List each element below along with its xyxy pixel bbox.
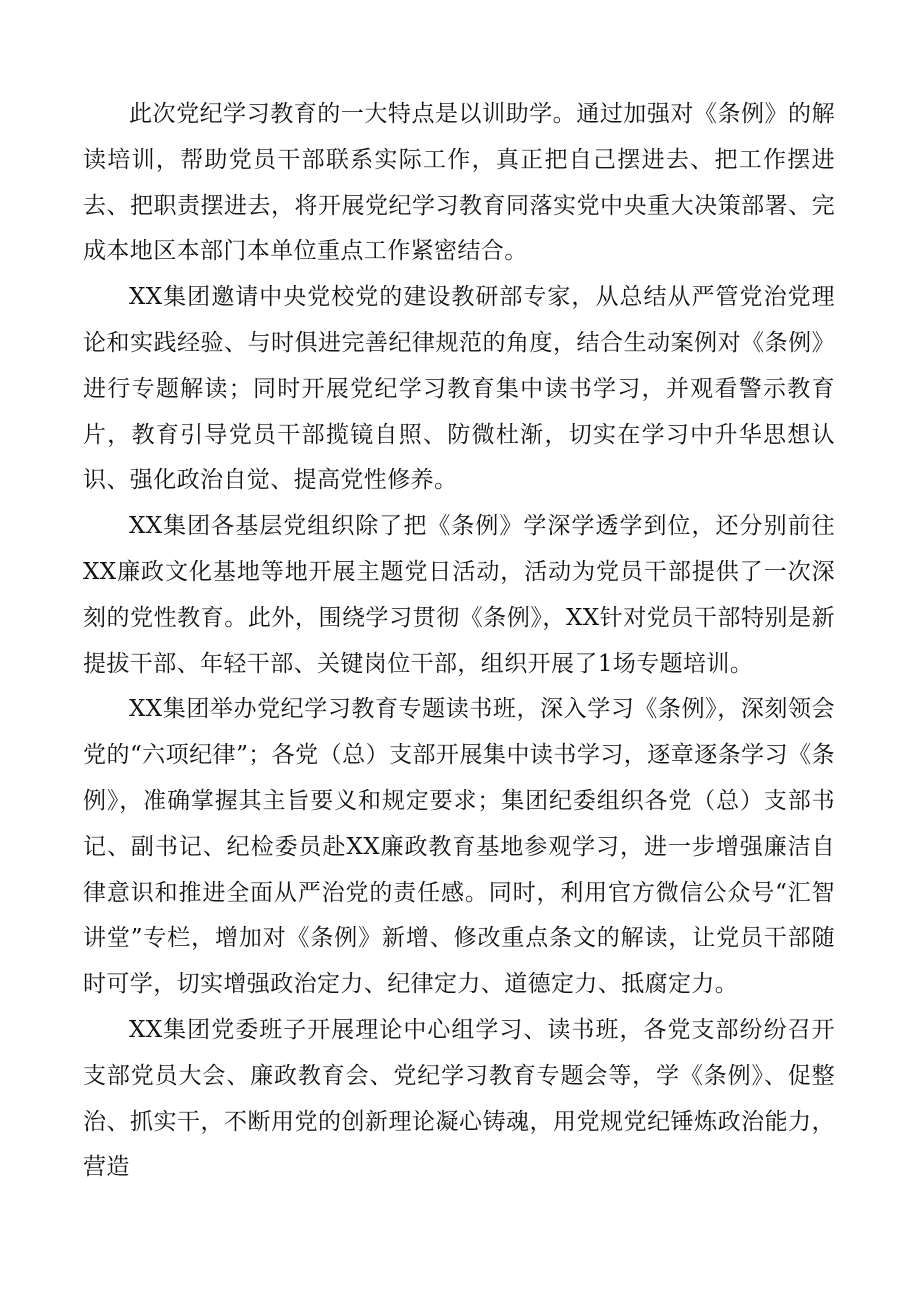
document-body — [83, 92, 835, 1191]
paragraph-5: XX集团党委班子开展理论中心组学习、读书班，各党支部纷纷召开支部党员大会、廉政教育会、党纪学习教育专题会等，学《条例》、促整治、抓实干，不断用党的创新理论凝心铸魂，用党规党纪锤炼政治能力，营造 — [83, 1016, 835, 1181]
paragraph-2: XX集团邀请中央党校党的建设教研部专家，从总结从严管党治党理论和实践经验、与时俱进完善纪律规范的角度，结合生动案例对《条例》进行专题解读；同时开展党纪学习教育集中读书学习，并观看警示教育片，教育引导党员干部揽镜自照、防微杜渐，切实在学习中升华思想认识、强化政治自觉、提高党性修养。 — [83, 284, 835, 494]
paragraph-1: 此次党纪学习教育的一大特点是以训助学。通过加强对《条例》的解读培训，帮助党员干部联系实际工作，真正把自己摆进去、把工作摆进去、把职责摆进去，将开展党纪学习教育同落实党中央重大决策部署、完成本地区本部门本单位重点工作紧密结合。 — [83, 101, 835, 265]
paragraph-3: XX集团各基层党组织除了把《条例》学深学透学到位，还分别前往XX廉政文化基地等地开展主题党日活动，活动为党员干部提供了一次深刻的党性教育。此外，围绕学习贯彻《条例》，XX针对党员干部特别是新提拔干部、年轻干部、关键岗位干部，组织开展了1场专题培训。 — [83, 513, 835, 677]
paragraph-4: XX集团举办党纪学习教育专题读书班，深入学习《条例》，深刻领会党的“六项纪律”；各党（总）支部开展集中读书学习，逐章逐条学习《条例》，准确掌握其主旨要义和规定要求；集团纪委组织各党（总）支部书记、副书记、纪检委员赴XX廉政教育基地参观学习，进一步增强廉洁自律意识和推进全面从严治党的责任感。同时，利用官方微信公众号“汇智讲堂”专栏，增加对《条例》新增、修改重点条文的解读，让党员干部随时可学，切实增强政治定力、纪律定力、道德定力、抵腐定力。 — [83, 696, 835, 998]
